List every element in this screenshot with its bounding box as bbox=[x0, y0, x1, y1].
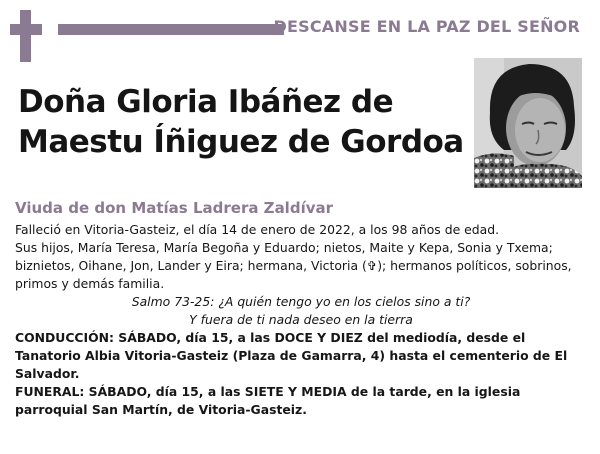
deceased-name-line2: Maestu Íñiguez de Gordoa bbox=[18, 124, 464, 160]
conduccion-notice: CONDUCCIÓN: SÁBADO, día 15, a las DOCE Y DIEZ del mediodía, desde el Tanatorio Albia Vitoria-Gasteiz (Plaza de Gamarra, 4) hasta el cementerio de El Salvador. bbox=[15, 330, 568, 381]
death-notice: Falleció en Vitoria-Gasteiz, el día 14 de enero de 2022, a los 98 años de edad. bbox=[15, 222, 500, 237]
header-divider-bar bbox=[58, 24, 284, 35]
widow-of: Viuda de don Matías Ladrera Zaldívar bbox=[15, 199, 334, 217]
deceased-name bbox=[18, 82, 468, 162]
deceased-name-line1: Doña Gloria Ibáñez de bbox=[18, 84, 394, 120]
funeral-notice: FUNERAL: SÁBADO, día 15, a las SIETE Y MEDIA de la tarde, en la iglesia parroquial San Martín, de Vitoria-Gasteiz. bbox=[15, 384, 521, 417]
psalm-text1: ¿A quién tengo yo en los cielos sino a ti? bbox=[218, 294, 471, 309]
cross-icon bbox=[20, 10, 31, 62]
cross-icon-bar bbox=[10, 24, 42, 35]
obituary-body bbox=[15, 221, 587, 419]
header-title: DESCANSE EN LA PAZ DEL SEÑOR bbox=[273, 17, 580, 36]
family-list: Sus hijos, María Teresa, María Begoña y Eduardo; nietos, Maite y Kepa, Sonia y Txema; biznietos, Oihane, Jon, Lander y Eira; hermana, Victoria (✞); hermanos políticos, sobrinos, primos y demás familia. bbox=[15, 240, 572, 291]
portrait-photo bbox=[474, 58, 582, 188]
psalm-reference: Salmo 73-25: bbox=[131, 294, 215, 309]
psalm-line1 bbox=[15, 293, 587, 311]
psalm-line2: Y fuera de ti nada deseo en la tierra bbox=[189, 312, 413, 327]
